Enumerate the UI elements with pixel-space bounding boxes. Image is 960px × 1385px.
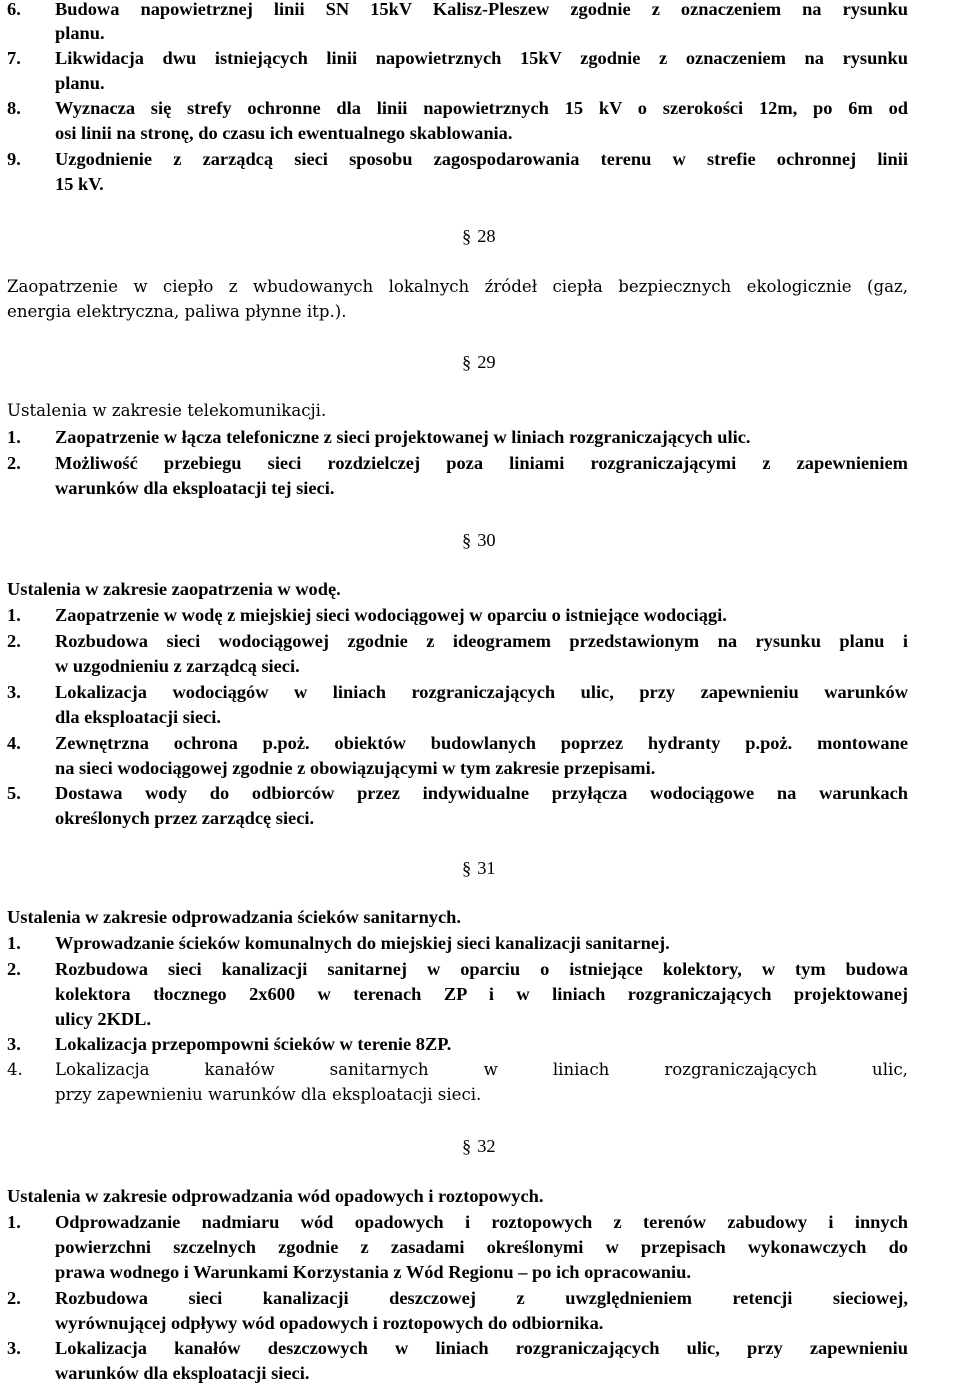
word: kanałów	[204, 1060, 275, 1079]
item-text-cont: powierzchni szczelnych zgodnie z zasadami określonymi w przepisach wykonawczych do	[55, 1237, 908, 1257]
section-heading	[462, 225, 496, 247]
item-text-cont: prawa wodnego i Warunkami Korzystania z Wód Regionu – po ich opracowaniu.	[55, 1262, 691, 1282]
section-subheading: Ustalenia w zakresie odprowadzania wód opadowych i roztopowych.	[7, 1186, 544, 1206]
list-item	[7, 732, 908, 754]
item-text: Możliwość przebiegu sieci rozdzielczej poza liniami rozgraniczającymi z zapewnieniem	[55, 453, 908, 473]
item-text: Budowa napowietrznej linii SN 15kV Kalisz-Pleszew zgodnie z oznaczeniem na rysunku	[55, 0, 908, 19]
item-number: 3.	[7, 682, 21, 702]
item-number: 2.	[7, 1288, 21, 1308]
word: sanitarnych	[329, 1060, 429, 1079]
item-number: 2.	[7, 453, 21, 473]
item-text-cont: dla eksploatacji sieci.	[55, 707, 222, 727]
section-heading	[462, 1135, 496, 1157]
item-text: Uzgodnienie z zarządcą sieci sposobu zagospodarowania terenu w strefie ochronnej linii	[55, 149, 908, 169]
item-number: 4.	[7, 1060, 23, 1079]
paragraph-line: energia elektryczna, paliwa płynne itp.).	[7, 302, 347, 321]
list-item	[7, 604, 908, 626]
item-number: 3.	[7, 1338, 21, 1358]
section-heading	[462, 529, 496, 551]
word: Lokalizacja	[55, 1060, 150, 1079]
item-number: 1.	[7, 933, 21, 953]
list-item	[7, 148, 908, 170]
list-item	[7, 1287, 908, 1309]
section-number: 32	[477, 1136, 496, 1156]
section-symbol: §	[462, 530, 472, 550]
item-text: Zaopatrzenie w wodę z miejskiej sieci wodociągowej w oparciu o istniejące wodociągi.	[55, 605, 727, 625]
item-text-cont: warunków dla eksploatacji tej sieci.	[55, 478, 335, 498]
word: rozgraniczających	[664, 1060, 818, 1079]
justified-words	[55, 1059, 908, 1081]
item-text-cont: planu.	[55, 73, 105, 93]
item-text: Wyznacza się strefy ochronne dla linii napowietrznych 15 kV o szerokości 12m, po 6m od	[55, 98, 908, 118]
list-item	[7, 958, 908, 980]
section-number: 30	[477, 530, 496, 550]
item-text: Likwidacja dwu istniejących linii napowietrznych 15kV zgodnie z oznaczeniem na rysunku	[55, 48, 908, 68]
word: liniach	[552, 1060, 610, 1079]
item-number: 1.	[7, 605, 21, 625]
item-text-cont: planu.	[55, 23, 105, 43]
item-text: Zewnętrzna ochrona p.poż. obiektów budowlanych poprzez hydranty p.poż. montowane	[55, 733, 908, 753]
item-number: 7.	[7, 48, 21, 68]
list-item	[7, 1059, 908, 1081]
item-number: 9.	[7, 149, 21, 169]
item-text: Wprowadzanie ścieków komunalnych do miejskiej sieci kanalizacji sanitarnej.	[55, 933, 670, 953]
item-text: Rozbudowa sieci kanalizacji sanitarnej w oparciu o istniejące kolektory, w tym budowa	[55, 959, 908, 979]
list-item	[7, 1211, 908, 1233]
section-number: 29	[477, 352, 496, 372]
list-item	[7, 426, 908, 448]
section-number: 28	[477, 226, 496, 246]
item-text-cont: określonych przez zarządcę sieci.	[55, 808, 315, 828]
item-text-cont: przy zapewnieniu warunków dla eksploatacji sieci.	[55, 1085, 482, 1104]
section-subheading: Ustalenia w zakresie zaopatrzenia w wodę.	[7, 579, 341, 599]
paragraph-line: Zaopatrzenie w ciepło z wbudowanych lokalnych źródeł ciepła bezpiecznych ekologicznie (gaz,	[7, 277, 908, 296]
section-subheading: Ustalenia w zakresie telekomunikacji.	[7, 401, 327, 420]
item-text-cont: wyrównującej odpływy wód opadowych i roztopowych do odbiornika.	[55, 1313, 604, 1333]
section-symbol: §	[462, 352, 472, 372]
item-text-cont: kolektora tłocznego 2x600 w terenach ZP i w liniach rozgraniczających projektowanej	[55, 984, 908, 1004]
list-item	[7, 630, 908, 652]
item-text: Zaopatrzenie w łącza telefoniczne z sieci projektowanej w liniach rozgraniczających ulic.	[55, 427, 751, 447]
item-text-cont: osi linii na stronę, do czasu ich ewentualnego skablowania.	[55, 123, 513, 143]
item-number: 5.	[7, 783, 21, 803]
list-item	[7, 1337, 908, 1359]
section-symbol: §	[462, 1136, 472, 1156]
item-text: Lokalizacja wodociągów w liniach rozgraniczających ulic, przy zapewnieniu warunków	[55, 682, 908, 702]
list-item	[7, 97, 908, 119]
list-item	[7, 1033, 908, 1055]
item-number: 3.	[7, 1034, 21, 1054]
item-text: Lokalizacja kanałów deszczowych w liniach rozgraniczających ulic, przy zapewnieniu	[55, 1338, 908, 1358]
list-item	[7, 0, 908, 20]
item-number: 4.	[7, 733, 21, 753]
word: w	[483, 1060, 498, 1079]
list-item	[7, 932, 908, 954]
item-number: 2.	[7, 631, 21, 651]
section-heading	[462, 351, 496, 373]
item-text-cont: na sieci wodociągowej zgodnie z obowiązującymi w tym zakresie przepisami.	[55, 758, 656, 778]
item-text	[55, 1059, 908, 1081]
item-text: Rozbudowa sieci kanalizacji deszczowej z uwzględnieniem retencji sieciowej,	[55, 1288, 908, 1308]
item-number: 2.	[7, 959, 21, 979]
item-text-cont: w uzgodnieniu z zarządcą sieci.	[55, 656, 300, 676]
item-text: Dostawa wody do odbiorców przez indywidualne przyłącza wodociągowe na warunkach	[55, 783, 908, 803]
item-text: Rozbudowa sieci wodociągowej zgodnie z ideogramem przedstawionym na rysunku planu i	[55, 631, 908, 651]
section-heading	[462, 857, 496, 879]
section-symbol: §	[462, 226, 472, 246]
item-text: Lokalizacja przepompowni ścieków w terenie 8ZP.	[55, 1034, 452, 1054]
list-item	[7, 452, 908, 474]
section-subheading: Ustalenia w zakresie odprowadzania ścieków sanitarnych.	[7, 907, 461, 927]
item-number: 1.	[7, 1212, 21, 1232]
item-text-cont: 15 kV.	[55, 174, 104, 194]
list-item	[7, 47, 908, 69]
list-item	[7, 782, 908, 804]
list-item	[7, 681, 908, 703]
item-number: 8.	[7, 98, 21, 118]
word: ulic,	[872, 1060, 908, 1079]
item-text-cont: ulicy 2KDL.	[55, 1009, 152, 1029]
item-number: 1.	[7, 427, 21, 447]
item-number: 6.	[7, 0, 21, 19]
item-text-cont: warunków dla eksploatacji sieci.	[55, 1363, 310, 1383]
section-number: 31	[477, 858, 496, 878]
section-symbol: §	[462, 858, 472, 878]
item-text: Odprowadzanie nadmiaru wód opadowych i roztopowych z terenów zabudowy i innych	[55, 1212, 908, 1232]
